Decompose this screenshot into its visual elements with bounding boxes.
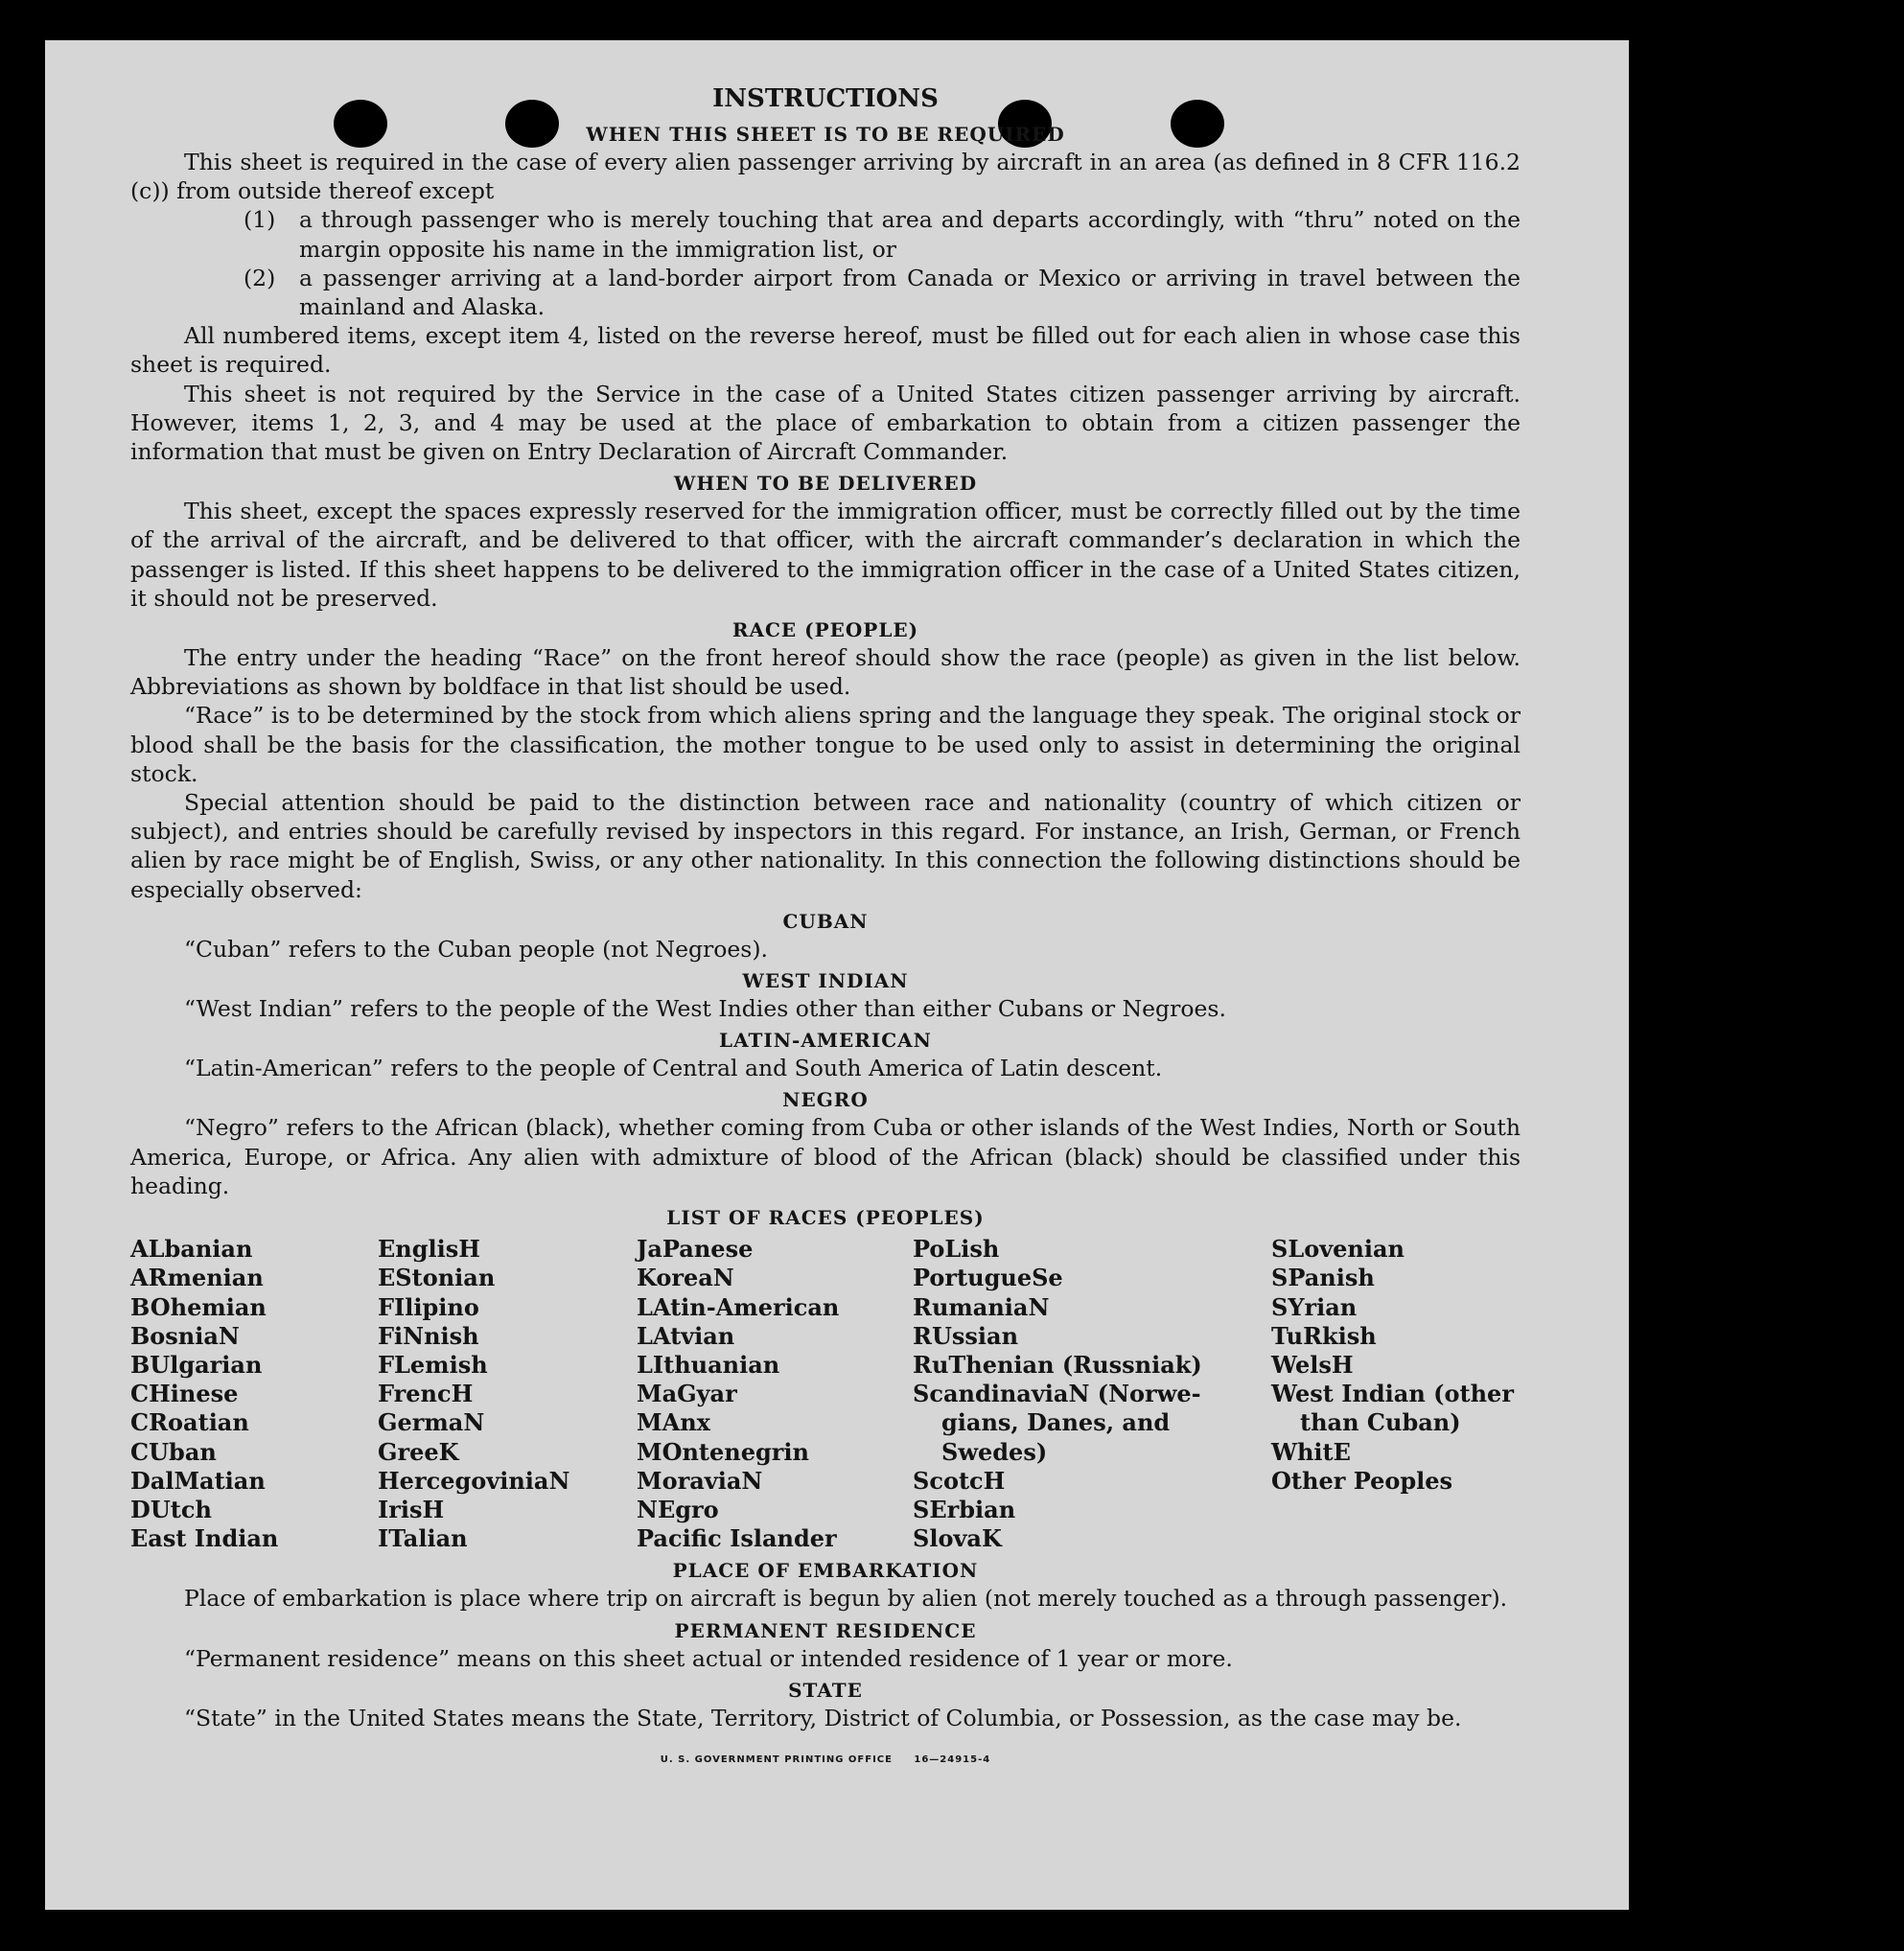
race-entry: FIlipino [378,1292,479,1321]
race-entry: LIthuanian [637,1350,780,1379]
race-entry: SlovaK [913,1524,1002,1553]
latin-american-text: “Latin-American” refers to the people of Central and South America of Latin descent. [184,1055,1163,1082]
exception-1 [130,205,1521,263]
race-entry: CHinese [130,1380,239,1408]
heading-latin-american: LATIN-AMERICAN [719,1029,932,1053]
race-entry: FrencH [378,1380,474,1408]
heading-permanent-residence: PERMANENT RESIDENCE [674,1618,977,1642]
exception-number: (1) [244,206,276,234]
race-entry: GreeK [378,1437,459,1466]
race-entry: TuRkish [1271,1321,1377,1350]
race-entry: BosniaN [130,1321,240,1350]
cuban-text: “Cuban” refers to the Cuban people (not Negroes). [184,935,769,963]
race-entry: LAtvian [637,1321,735,1350]
race-entry: RuThenian (Russniak) [913,1350,1202,1379]
heading-cuban: CUBAN [782,909,869,933]
race-entry: West Indian (other [1271,1380,1514,1408]
race-entry: WelsH [1271,1350,1354,1379]
exception-text: a through passenger who is merely touching that area and departs accordingly, with “thru” noted on the margin opposite his name in the immigration list, or [299,206,1521,263]
printer-imprint: U. S. GOVERNMENT PRINTING OFFICE 16—24915-4 [660,1754,991,1765]
race-entry: CRoatian [130,1408,249,1437]
west-indian-text: “West Indian” refers to the people of the West Indies other than either Cubans or Negroes. [184,995,1226,1023]
race-column [1271,1235,1521,1553]
required-para-3: This sheet is not required by the Service in the case of a United States citizen passenger arriving by aircraft. However, items 1, 2, 3, and 4 may be used at the place of embarkation to obtain from a citizen passenger the information that must be given on Entry Declaration of Aircraft Commander. [130,380,1521,466]
delivered-text: This sheet, except the spaces expressly reserved for the immigration officer, must be correctly filled out by the time of the arrival of the aircraft, and be delivered to that officer, with the aircraft commander’s declaration in which the passenger is listed. If this sheet happens to be delivered to the immigration officer in the case of a United States citizen, it should not be preserved. [130,498,1521,612]
race-entry: gians, Danes, and [941,1408,1171,1437]
race-entry: MAnx [637,1408,710,1437]
race-entry: ARmenian [130,1264,264,1292]
race-entry: MOntenegrin [637,1437,809,1466]
race-para-3: Special attention should be paid to the distinction between race and nationality (country of which citizen or subject), and entries should be carefully revised by inspectors in this regard. For instance, an Irish, German, or French alien by race might be of English, Swiss, or any other nationality. In this connection the following distinctions should be especially observed: [130,789,1521,903]
race-entry: SYrian [1271,1292,1358,1321]
race-entry: Swedes) [941,1437,1048,1466]
race-entry: ScandinaviaN (Norwe- [913,1380,1201,1408]
race-column [637,1235,913,1553]
heading-race: RACE (PEOPLE) [731,618,919,642]
race-entry: JaPanese [637,1235,754,1264]
state-text: “State” in the United States means the State, Territory, District of Columbia, or Possession, as the case may be. [184,1704,1462,1731]
race-entry: BOhemian [130,1292,267,1321]
race-entry: RumaniaN [913,1292,1050,1321]
heading-state: STATE [788,1678,863,1702]
heading-embarkation: PLACE OF EMBARKATION [672,1559,979,1583]
race-entry: EStonian [378,1264,496,1292]
race-entry: FLemish [378,1350,488,1379]
race-entry: MaGyar [637,1380,737,1408]
race-entry: KoreaN [637,1264,734,1292]
race-entry: ITalian [378,1524,468,1553]
race-entry: Pacific Islander [637,1524,837,1553]
race-entry: DalMatian [130,1466,266,1495]
page-title: INSTRUCTIONS [712,84,939,113]
race-column [378,1235,637,1553]
race-entry: East Indian [130,1524,279,1553]
race-entry: EnglisH [378,1235,480,1264]
race-entry: LAtin-American [637,1292,840,1321]
race-para-2: “Race” is to be determined by the stock from which aliens spring and the language they speak. The original stock or blood shall be the basis for the classification, the mother tongue to be used only to assist in determining the original stock. [130,702,1521,787]
race-entry: ALbanian [130,1235,253,1264]
heading-when-delivered: WHEN TO BE DELIVERED [673,472,978,496]
required-para-2: All numbered items, except item 4, listed on the reverse hereof, must be filled out for each alien in whose case this sheet is required. [130,322,1521,379]
race-entry: SErbian [913,1495,1016,1523]
exception-2 [130,264,1521,321]
heading-negro: NEGRO [782,1088,869,1112]
race-entry: PortugueSe [913,1264,1063,1292]
race-entry: DUtch [130,1495,212,1523]
race-para-1: The entry under the heading “Race” on the front hereof should show the race (people) as given in the list below. Abbreviations as shown by boldface in that list should be used. [130,644,1521,701]
race-entry: Other Peoples [1271,1466,1453,1495]
race-entry: ScotcH [913,1466,1006,1495]
negro-text: “Negro” refers to the African (black), whether coming from Cuba or other islands of the West Indies, North or South America, Europe, or Africa. Any alien with admixture of blood of the African (black) should be classified under this heading. [130,1114,1521,1199]
race-list [130,1235,1521,1553]
race-entry: GermaN [378,1408,485,1437]
document-content [130,81,1521,1775]
race-column [130,1235,378,1553]
race-entry: PoLish [913,1235,1000,1264]
residence-text: “Permanent residence” means on this sheet actual or intended residence of 1 year or more. [184,1644,1233,1672]
race-entry: than Cuban) [1300,1408,1461,1437]
heading-list-of-races: LIST OF RACES (PEOPLES) [666,1206,985,1230]
race-column [913,1235,1271,1553]
exception-text: a passenger arriving at a land-border airport from Canada or Mexico or arriving in travel between the mainland and Alaska. [299,264,1521,321]
race-entry: NEgro [637,1495,719,1523]
heading-west-indian: WEST INDIAN [742,969,909,993]
race-entry: BUlgarian [130,1350,263,1379]
race-entry: IrisH [378,1495,445,1523]
race-entry: FiNnish [378,1321,479,1350]
required-intro: This sheet is required in the case of every alien passenger arriving by aircraft in an area (as defined in 8 CFR 116.2 (c)) from outside thereof except [130,149,1521,205]
race-entry: RUssian [913,1321,1019,1350]
embarkation-text: Place of embarkation is place where trip on aircraft is begun by alien (not merely touched as a through passenger). [184,1585,1508,1613]
race-entry: SPanish [1271,1264,1375,1292]
heading-when-required: WHEN THIS SHEET IS TO BE REQUIRED [586,123,1065,146]
race-entry: CUban [130,1437,217,1466]
race-entry: SLovenian [1271,1235,1405,1264]
race-entry: WhitE [1271,1437,1351,1466]
race-entry: HercegoviniaN [378,1466,570,1495]
race-entry: MoraviaN [637,1466,763,1495]
exception-number: (2) [244,264,276,291]
